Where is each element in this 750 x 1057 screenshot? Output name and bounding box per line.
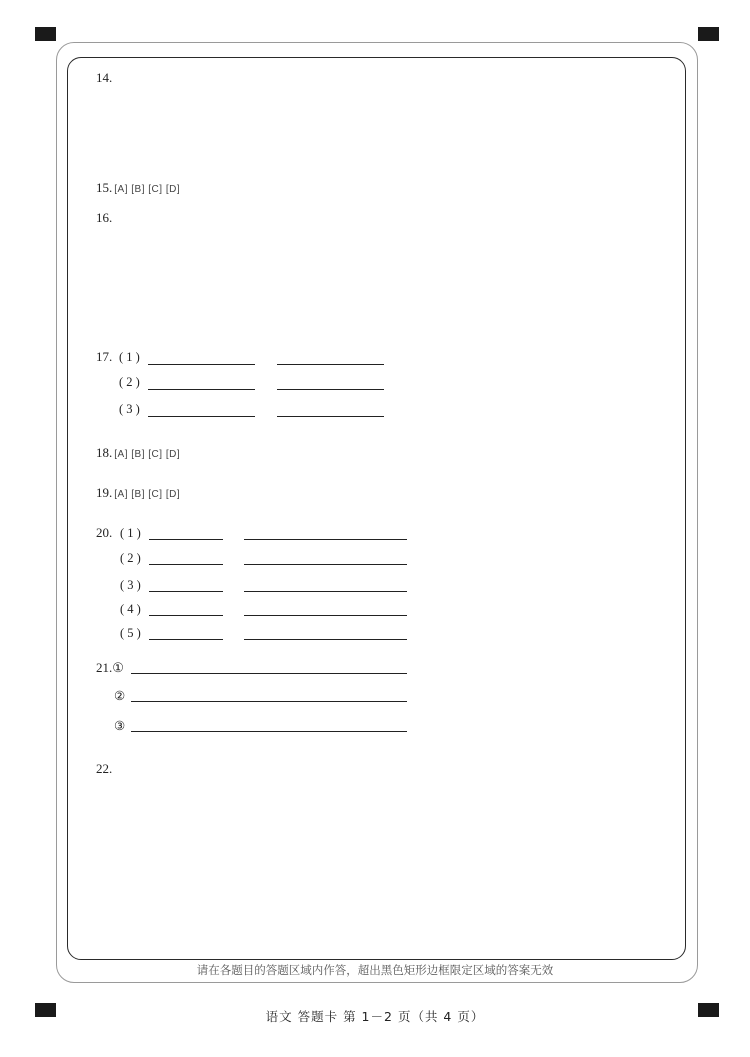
question-20-sub-3-blank-a[interactable] (149, 591, 223, 592)
question-21-sub-3-label: ③ (114, 719, 126, 733)
question-17-sub-1-blank-b[interactable] (277, 364, 384, 365)
question-20-sub-3-blank-b[interactable] (244, 591, 407, 592)
question-17-sub-2-blank-a[interactable] (148, 389, 255, 390)
question-15-options[interactable]: [A] [B] [C] [D] (114, 184, 181, 195)
question-20-sub-5-blank-a[interactable] (149, 639, 223, 640)
question-20-sub-4-label: ( 4 ) (120, 602, 141, 616)
question-20-sub-4-blank-b[interactable] (244, 615, 407, 616)
question-16-number: 16. (96, 210, 113, 225)
question-21-number (96, 660, 124, 676)
question-14-number: 14. (96, 70, 113, 85)
question-20-sub-2-blank-a[interactable] (149, 564, 223, 565)
page-footer: 语文 答题卡 第 1－2 页（共 4 页） (265, 1009, 485, 1024)
question-15 (96, 180, 180, 198)
question-21-sub-1-label: ① (112, 660, 124, 675)
question-21-sub-2-label: ② (114, 689, 126, 703)
question-21-sub-2-blank[interactable] (131, 701, 407, 702)
question-17-number: 17. (96, 349, 113, 364)
question-17-sub-2-blank-b[interactable] (277, 389, 384, 390)
question-21-num: 21. (96, 660, 113, 675)
question-21-sub-1-blank[interactable] (131, 673, 407, 674)
question-20-sub-1-blank-a[interactable] (149, 539, 223, 540)
question-15-number: 15. (96, 180, 113, 195)
question-17-sub-1-label: ( 1 ) (119, 350, 140, 364)
registration-mark-top-right (698, 27, 719, 41)
answer-region-notice: 请在各题目的答题区域内作答，超出黑色矩形边框限定区域的答案无效 (196, 963, 554, 977)
question-19-options[interactable]: [A] [B] [C] [D] (114, 489, 181, 500)
question-18-number: 18. (96, 445, 113, 460)
question-20-sub-4-blank-a[interactable] (149, 615, 223, 616)
question-20-sub-1-blank-b[interactable] (244, 539, 407, 540)
question-20-sub-1-label: ( 1 ) (120, 526, 141, 540)
question-20-sub-2-label: ( 2 ) (120, 551, 141, 565)
question-20-number: 20. (96, 525, 113, 540)
question-17-sub-1-blank-a[interactable] (148, 364, 255, 365)
question-20-sub-2-blank-b[interactable] (244, 564, 407, 565)
question-17-sub-2-label: ( 2 ) (119, 375, 140, 389)
question-22-number: 22. (96, 761, 113, 776)
question-20-sub-3-label: ( 3 ) (120, 578, 141, 592)
question-20-sub-5-label: ( 5 ) (120, 626, 141, 640)
question-20-sub-5-blank-b[interactable] (244, 639, 407, 640)
question-18-options[interactable]: [A] [B] [C] [D] (114, 449, 181, 460)
question-17-sub-3-blank-b[interactable] (277, 416, 384, 417)
question-21-sub-3-blank[interactable] (131, 731, 407, 732)
registration-mark-top-left (35, 27, 56, 41)
question-17-sub-3-label: ( 3 ) (119, 402, 140, 416)
question-19-number: 19. (96, 485, 113, 500)
question-19 (96, 485, 180, 503)
question-18 (96, 445, 180, 463)
question-17-sub-3-blank-a[interactable] (148, 416, 255, 417)
